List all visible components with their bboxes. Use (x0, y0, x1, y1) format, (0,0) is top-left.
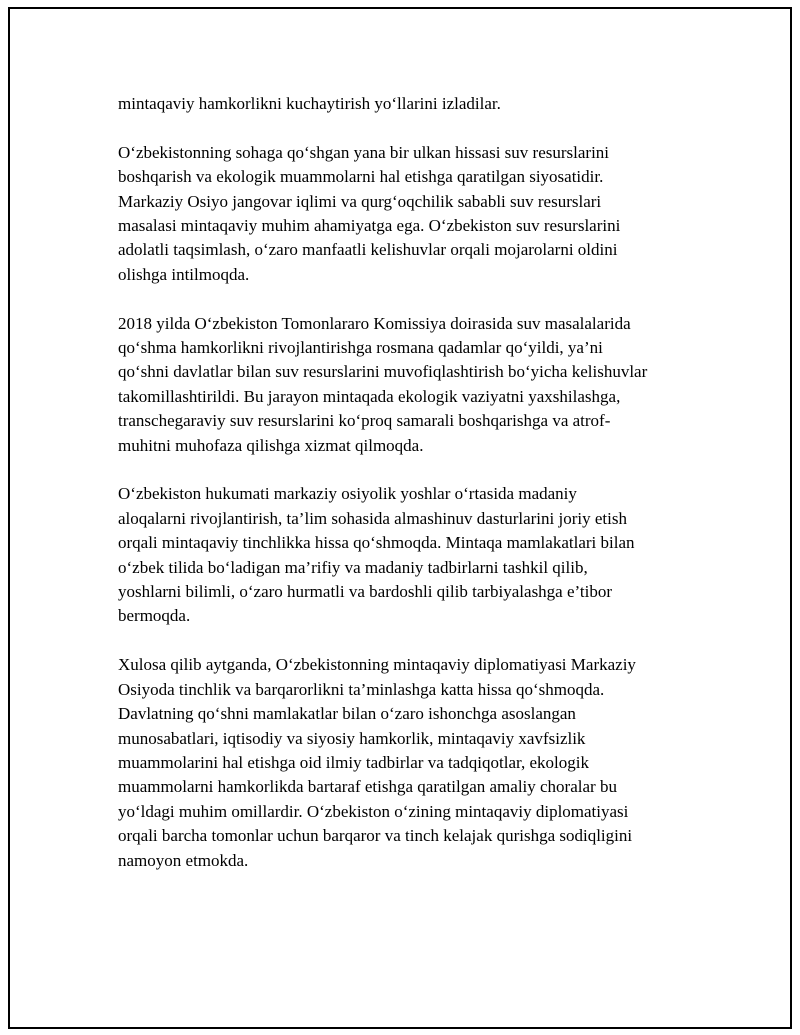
paragraph-2018-commission: 2018 yilda O‘zbekiston Tomonlararo Komissiya doirasida suv masalalarida qo‘shma hamkorlikni rivojlantirishga rosmana qadamlar qo‘yildi, ya’ni qo‘shni davlatlar bilan suv resurslarini muvofiqlashtirish bo‘yicha kelishuvlar takomillashtirildi. Bu jarayon mintaqada ekologik vaziyatni yaxshilashga, transchegaraviy suv resurslarini ko‘proq samarali boshqarishga va atrof- muhitni muhofaza qilishga xizmat qilmoqda. (118, 313, 648, 455)
paragraph-conclusion: Xulosa qilib aytganda, O‘zbekistonning mintaqaviy diplomatiyasi Markaziy Osiyoda tinchlik va barqarorlikni ta’minlashga katta hissa qo‘shmoqda. Davlatning qo‘shni mamlakatlar bilan o‘zaro ishonchga asoslangan munosabatlari, iqtisodiy va siyosiy hamkorlik, mintaqaviy xavfsizlik muammolarini hal etishga oid ilmiy tadbirlar va tadqiqotlar, ekologik muammolarni hamkorlikda bartaraf etishga qaratilgan amaliy choralar bu yo‘ldagi muhim omillardir. O‘zbekiston o‘zining mintaqaviy diplomatiyasi orqali barcha tomonlar uchun barqaror va tinch kelajak qurishga sodiqligini namoyon etmokda. (118, 655, 636, 870)
paragraph-continuation: mintaqaviy hamkorlikni kuchaytirish yo‘llarini izladilar. (118, 94, 501, 113)
document-body (118, 92, 678, 897)
paragraph-youth-culture: O‘zbekiston hukumati markaziy osiyolik yoshlar o‘rtasida madaniy aloqalarni rivojlantirish, ta’lim sohasida almashinuv dasturlarini joriy etish orqali mintaqaviy tinchlikka hissa qo‘shmoqda. Mintaqa mamlakatlari bilan o‘zbek tilida bo‘ladigan ma’rifiy va madaniy tadbirlarni tashkil qilib, yoshlarni bilimli, o‘zaro hurmatli va bardoshli qilib tarbiyalashga e’tibor bermoqda. (118, 484, 635, 626)
paragraph-water-resources: O‘zbekistonning sohaga qo‘shgan yana bir ulkan hissasi suv resurslarini boshqarish va ekologik muammolarni hal etishga qaratilgan siyosatidir. Markaziy Osiyo jangovar iqlimi va qurg‘oqchilik sababli suv resurslari masalasi mintaqaviy muhim ahamiyatga ega. O‘zbekiston suv resurslarini adolatli taqsimlash, o‘zaro manfaatli kelishuvlar orqali mojarolarni oldini olishga intilmoqda. (118, 142, 621, 284)
